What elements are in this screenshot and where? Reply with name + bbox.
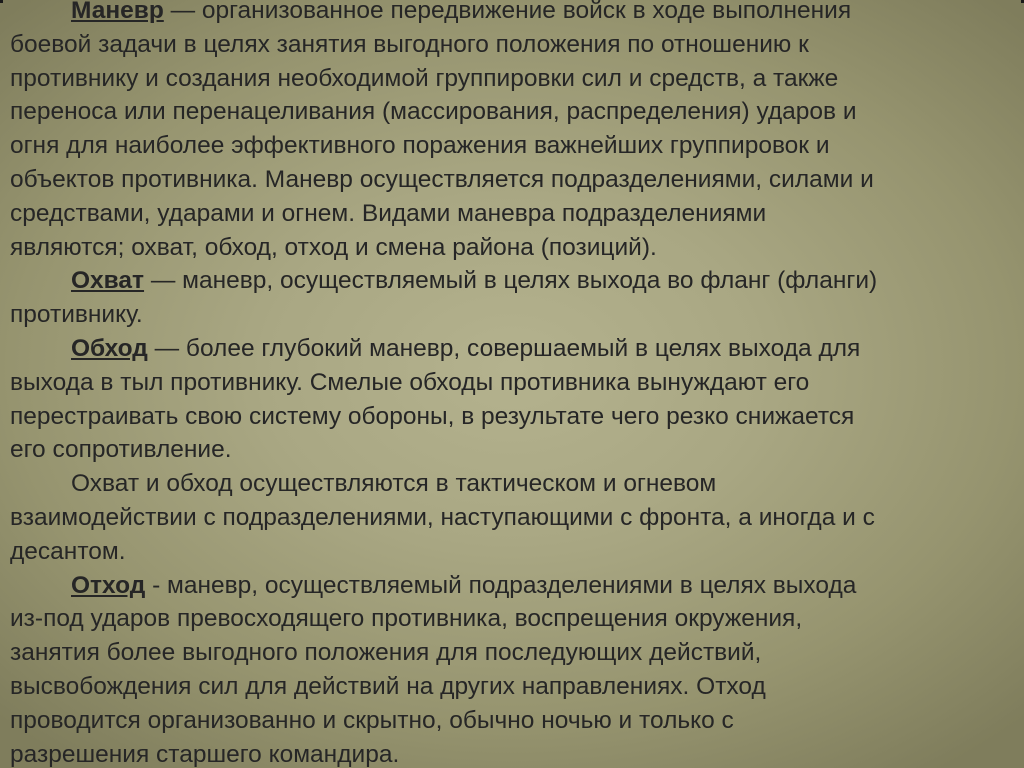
text-line: противнику и создания необходимой группировки сил и средств, а также xyxy=(10,64,839,92)
line-text: — более глубокий маневр, совершаемый в целях выхода для xyxy=(147,334,861,362)
slide-text xyxy=(10,0,1014,768)
text-line: являются; охват, обход, отход и смена района (позиций). xyxy=(10,233,657,261)
text-line: выхода в тыл противнику. Смелые обходы противника вынуждают его xyxy=(10,368,810,396)
text-line: средствами, ударами и огнем. Видами маневра подразделениями xyxy=(10,199,767,227)
text-line: десантом. xyxy=(10,537,126,565)
text-line: занятия более выгодного положения для последующих действий, xyxy=(10,639,762,667)
text-line: боевой задачи в целях занятия выгодного положения по отношению к xyxy=(10,30,809,58)
text-line: его сопротивление. xyxy=(10,436,232,464)
text-line: противнику. xyxy=(10,301,143,329)
text-line: взаимодействии с подразделениями, наступающими с фронта, а иногда и с xyxy=(10,503,875,531)
text-line: Охват и обход осуществляются в тактическом и огневом xyxy=(71,470,717,498)
term-envelopment: Охват xyxy=(71,267,145,295)
text-line xyxy=(10,332,1014,366)
term-maneuver: Маневр xyxy=(71,0,164,24)
line-text: — организованное передвижение войск в ходе выполнения xyxy=(163,0,852,24)
term-outflanking: Обход xyxy=(71,334,148,362)
text-line xyxy=(10,0,1014,28)
text-line xyxy=(10,264,1014,298)
term-withdrawal: Отход xyxy=(71,571,146,599)
line-text: — маневр, осуществляемый в целях выхода во фланг (фланги) xyxy=(144,267,878,295)
text-line: проводится организованно и скрытно, обычно ночью и только с xyxy=(10,706,734,734)
text-line: переноса или перенацеливания (массирования, распределения) ударов и xyxy=(10,98,857,126)
line-text: - маневр, осуществляемый подразделениями в целях выхода xyxy=(145,571,857,599)
corner-mark xyxy=(0,0,3,3)
text-line xyxy=(10,569,1014,603)
text-line: из-под ударов превосходящего противника, воспрещения окружения, xyxy=(10,605,803,633)
text-line: разрешения старшего командира. xyxy=(10,740,400,768)
text-line: перестраивать свою систему обороны, в результате чего резко снижается xyxy=(10,402,855,430)
text-line: огня для наиболее эффективного поражения важнейших группировок и xyxy=(10,132,830,160)
text-line: высвобождения сил для действий на других направлениях. Отход xyxy=(10,672,766,700)
text-line: объектов противника. Маневр осуществляется подразделениями, силами и xyxy=(10,165,874,193)
